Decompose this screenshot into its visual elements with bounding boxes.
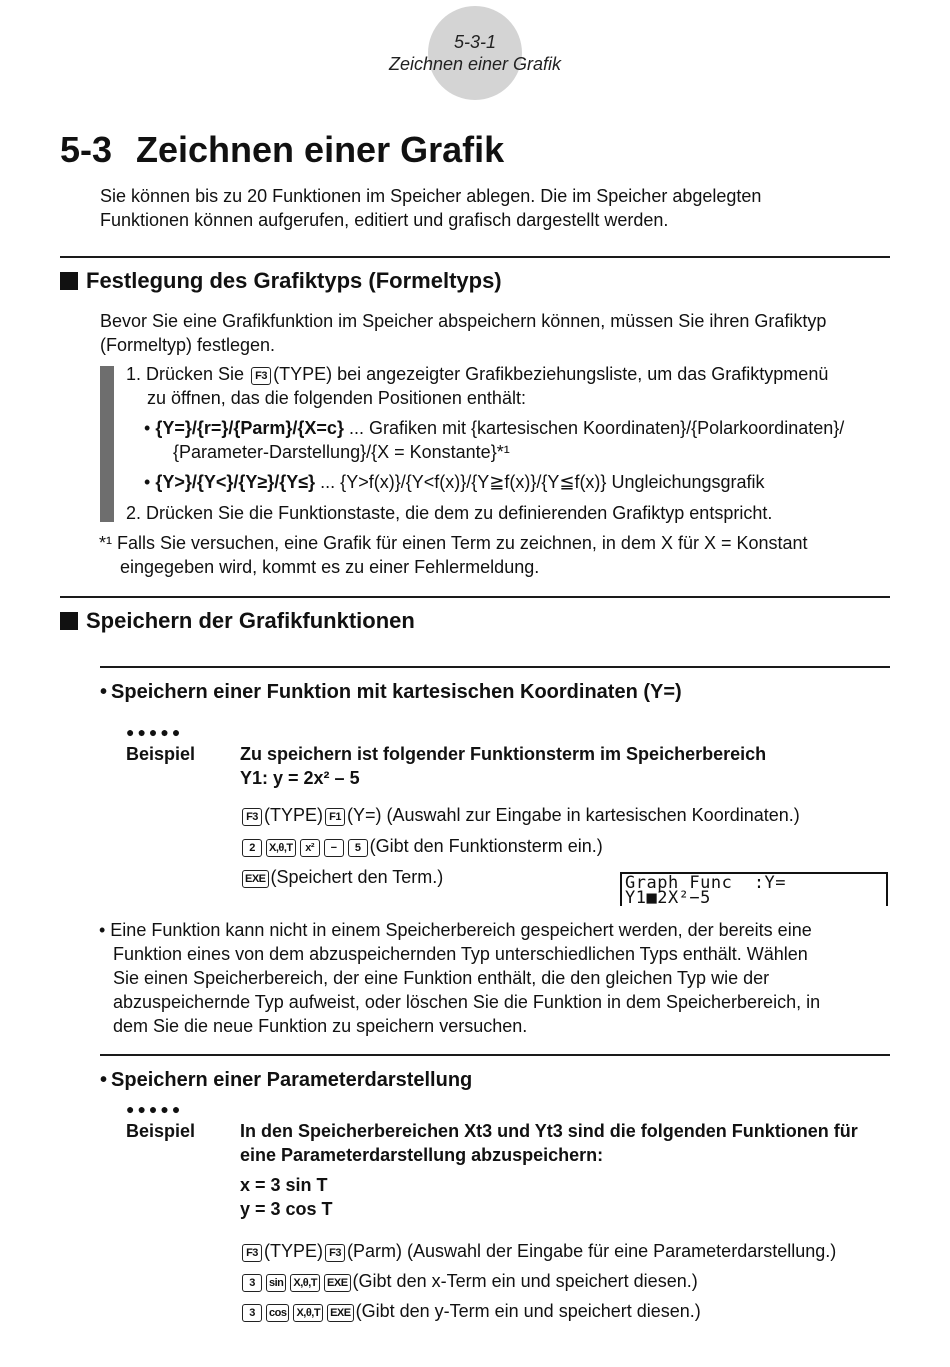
f3-key-icon: F3 — [251, 367, 271, 385]
calculator-screen — [620, 872, 888, 906]
chapter-title — [60, 128, 504, 172]
subsection-divider — [100, 666, 890, 668]
key-3-icon: 3 — [242, 1304, 262, 1322]
square-bullet-icon — [60, 612, 78, 630]
bullet2: • {Y>}/{Y<}/{Y≥}/{Y≤} ... {Y>f(x)}/{Y<f(x)}/{Y≧f(x)}/{Y≦f(x)} Ungleichungsgrafik — [144, 472, 765, 492]
note-line5: dem Sie die neue Funktion zu speichern versuchen. — [113, 1016, 528, 1036]
section1-intro-line2: (Formeltyp) festlegen. — [100, 335, 276, 355]
x-theta-t-key-icon: X,θ,T — [290, 1274, 320, 1292]
sub1-op2 — [240, 834, 603, 858]
section2-heading — [60, 607, 415, 635]
example-dots: ●●●●● — [126, 724, 184, 740]
step1 — [126, 362, 828, 386]
section1-heading — [60, 267, 502, 295]
x-theta-t-key-icon: X,θ,T — [266, 839, 296, 857]
footnote-mark: *¹ — [99, 533, 112, 553]
op-text: (Parm) (Auswahl der Eingabe für eine Parameterdarstellung.) — [347, 1241, 837, 1261]
minus-key-icon: − — [324, 839, 344, 857]
sub2-op2 — [240, 1269, 698, 1293]
sub1-task-line2: Y1: y = 2x² – 5 — [240, 768, 360, 788]
square-key-icon: x² — [300, 839, 320, 857]
dot-bullet-icon: • — [100, 1069, 108, 1091]
op-text: (Speichert den Term.) — [270, 867, 444, 887]
cos-key-icon: cos — [266, 1304, 289, 1322]
sub2-task-line1: In den Speicherbereichen Xt3 und Yt3 sind die folgenden Funktionen für — [240, 1121, 858, 1141]
chapter-intro-line2: Funktionen können aufgerufen, editiert und grafisch dargestellt werden. — [100, 210, 669, 230]
example-label: Beispiel — [126, 744, 196, 764]
sub1-heading-text: Speichern einer Funktion mit kartesischen Koordinaten (Y=) — [111, 681, 682, 703]
subsection-divider — [100, 1054, 890, 1056]
op-text: (Gibt den y-Term ein und speichert diesen.) — [355, 1301, 701, 1321]
footnote-line2: eingegeben wird, kommt es zu einer Fehlermeldung. — [120, 557, 540, 577]
example-label: Beispiel — [126, 1121, 196, 1141]
chapter-title-text: Zeichnen einer Grafik — [136, 129, 505, 170]
procedure-bar — [100, 366, 114, 522]
op-text: (TYPE) — [264, 805, 324, 825]
note-line1: • Eine Funktion kann nicht in einem Speicherbereich gespeichert werden, der bereits eine — [99, 920, 812, 940]
screen-line2: Y1■2X²−5 — [625, 888, 711, 906]
bullet2-text: ... {Y>f(x)}/{Y<f(x)}/{Y≧f(x)}/{Y≦f(x)} Ungleichungsgrafik — [315, 472, 765, 492]
key-2-icon: 2 — [242, 839, 262, 857]
bullet2-code: {Y>}/{Y<}/{Y≥}/{Y≤} — [155, 472, 316, 492]
sub2-op3 — [240, 1299, 701, 1323]
note-line4: abzuspeichernde Typ aufweist, oder löschen Sie die Funktion in dem Speicherbereich, in — [113, 992, 821, 1012]
sub2-op1 — [240, 1239, 836, 1263]
section-divider — [60, 596, 890, 598]
footnote-line1: Falls Sie versuchen, eine Grafik für einen Term zu zeichnen, in dem X für X = Konstant — [117, 533, 808, 553]
dot-bullet-icon: • — [100, 681, 108, 703]
screen-line1: Graph Func :Y= — [625, 873, 787, 893]
bullet1-line2: {Parameter-Darstellung}/{X = Konstante}*¹ — [173, 442, 510, 462]
running-title: Zeichnen einer Grafik — [388, 54, 562, 74]
sub2-task-line2: eine Parameterdarstellung abzuspeichern: — [240, 1145, 604, 1165]
square-bullet-icon — [60, 272, 78, 290]
x-theta-t-key-icon: X,θ,T — [293, 1304, 323, 1322]
f3-key-icon: F3 — [242, 1244, 262, 1262]
op-text: (Gibt den x-Term ein und speichert diesen.) — [352, 1271, 698, 1291]
f3-key-icon: F3 — [242, 808, 262, 826]
sub1-op1 — [240, 803, 800, 827]
footnote — [99, 531, 808, 555]
step1-line2: zu öffnen, das die folgenden Positionen enthält: — [147, 388, 526, 408]
page-number: 5-3-1 — [453, 32, 497, 52]
sub2-eq2: y = 3 cos T — [240, 1199, 333, 1219]
sub1-op3 — [240, 865, 443, 889]
section1-intro-line1: Bevor Sie eine Grafikfunktion im Speicher abspeichern können, müssen Sie ihren Grafiktyp — [100, 311, 827, 331]
section2-heading-text: Speichern der Grafikfunktionen — [86, 608, 415, 633]
chapter-intro-line1: Sie können bis zu 20 Funktionen im Speicher ablegen. Die im Speicher abgelegten — [100, 186, 762, 206]
op-text: (Y=) (Auswahl zur Eingabe in kartesischen Koordinaten.) — [347, 805, 800, 825]
sub1-heading — [100, 679, 682, 705]
sub1-task-line1: Zu speichern ist folgender Funktionsterm im Speicherbereich — [240, 744, 767, 764]
op-text: (TYPE) — [264, 1241, 324, 1261]
section-divider — [60, 256, 890, 258]
op-text: (Gibt den Funktionsterm ein.) — [369, 836, 603, 856]
example-dots: ●●●●● — [126, 1101, 184, 1117]
note-line2: Funktion eines von dem abzuspeichernden Typ unterschiedlichen Typs enthält. Wählen — [113, 944, 808, 964]
exe-key-icon: EXE — [242, 870, 269, 888]
note-line3: Sie einen Speicherbereich, der eine Funktion enthält, die den gleichen Typ wie der — [113, 968, 770, 988]
bullet1: • {Y=}/{r=}/{Parm}/{X=c} ... Grafiken mit {kartesischen Koordinaten}/{Polarkoordinaten}/ — [144, 418, 845, 438]
sub2-eq1: x = 3 sin T — [240, 1175, 328, 1195]
bullet1-text: ... Grafiken mit {kartesischen Koordinaten}/{Polarkoordinaten}/ — [343, 418, 845, 438]
f1-key-icon: F1 — [325, 808, 345, 826]
chapter-number: 5-3 — [60, 129, 113, 170]
sub2-heading — [100, 1067, 472, 1093]
section1-heading-text: Festlegung des Grafiktyps (Formeltyps) — [86, 268, 502, 293]
exe-key-icon: EXE — [327, 1304, 354, 1322]
sin-key-icon: sin — [266, 1274, 286, 1292]
bullet1-code: {Y=}/{r=}/{Parm}/{X=c} — [155, 418, 344, 438]
f3-key-icon: F3 — [325, 1244, 345, 1262]
step1-prefix: 1. Drücken Sie — [126, 364, 245, 384]
step1-rest: (TYPE) bei angezeigter Grafikbeziehungsliste, um das Grafiktypmenü — [273, 364, 829, 384]
exe-key-icon: EXE — [324, 1274, 351, 1292]
key-5-icon: 5 — [348, 839, 368, 857]
sub2-heading-text: Speichern einer Parameterdarstellung — [111, 1069, 473, 1091]
key-3-icon: 3 — [242, 1274, 262, 1292]
step2: 2. Drücken Sie die Funktionstaste, die dem zu definierenden Grafiktyp entspricht. — [126, 503, 773, 523]
